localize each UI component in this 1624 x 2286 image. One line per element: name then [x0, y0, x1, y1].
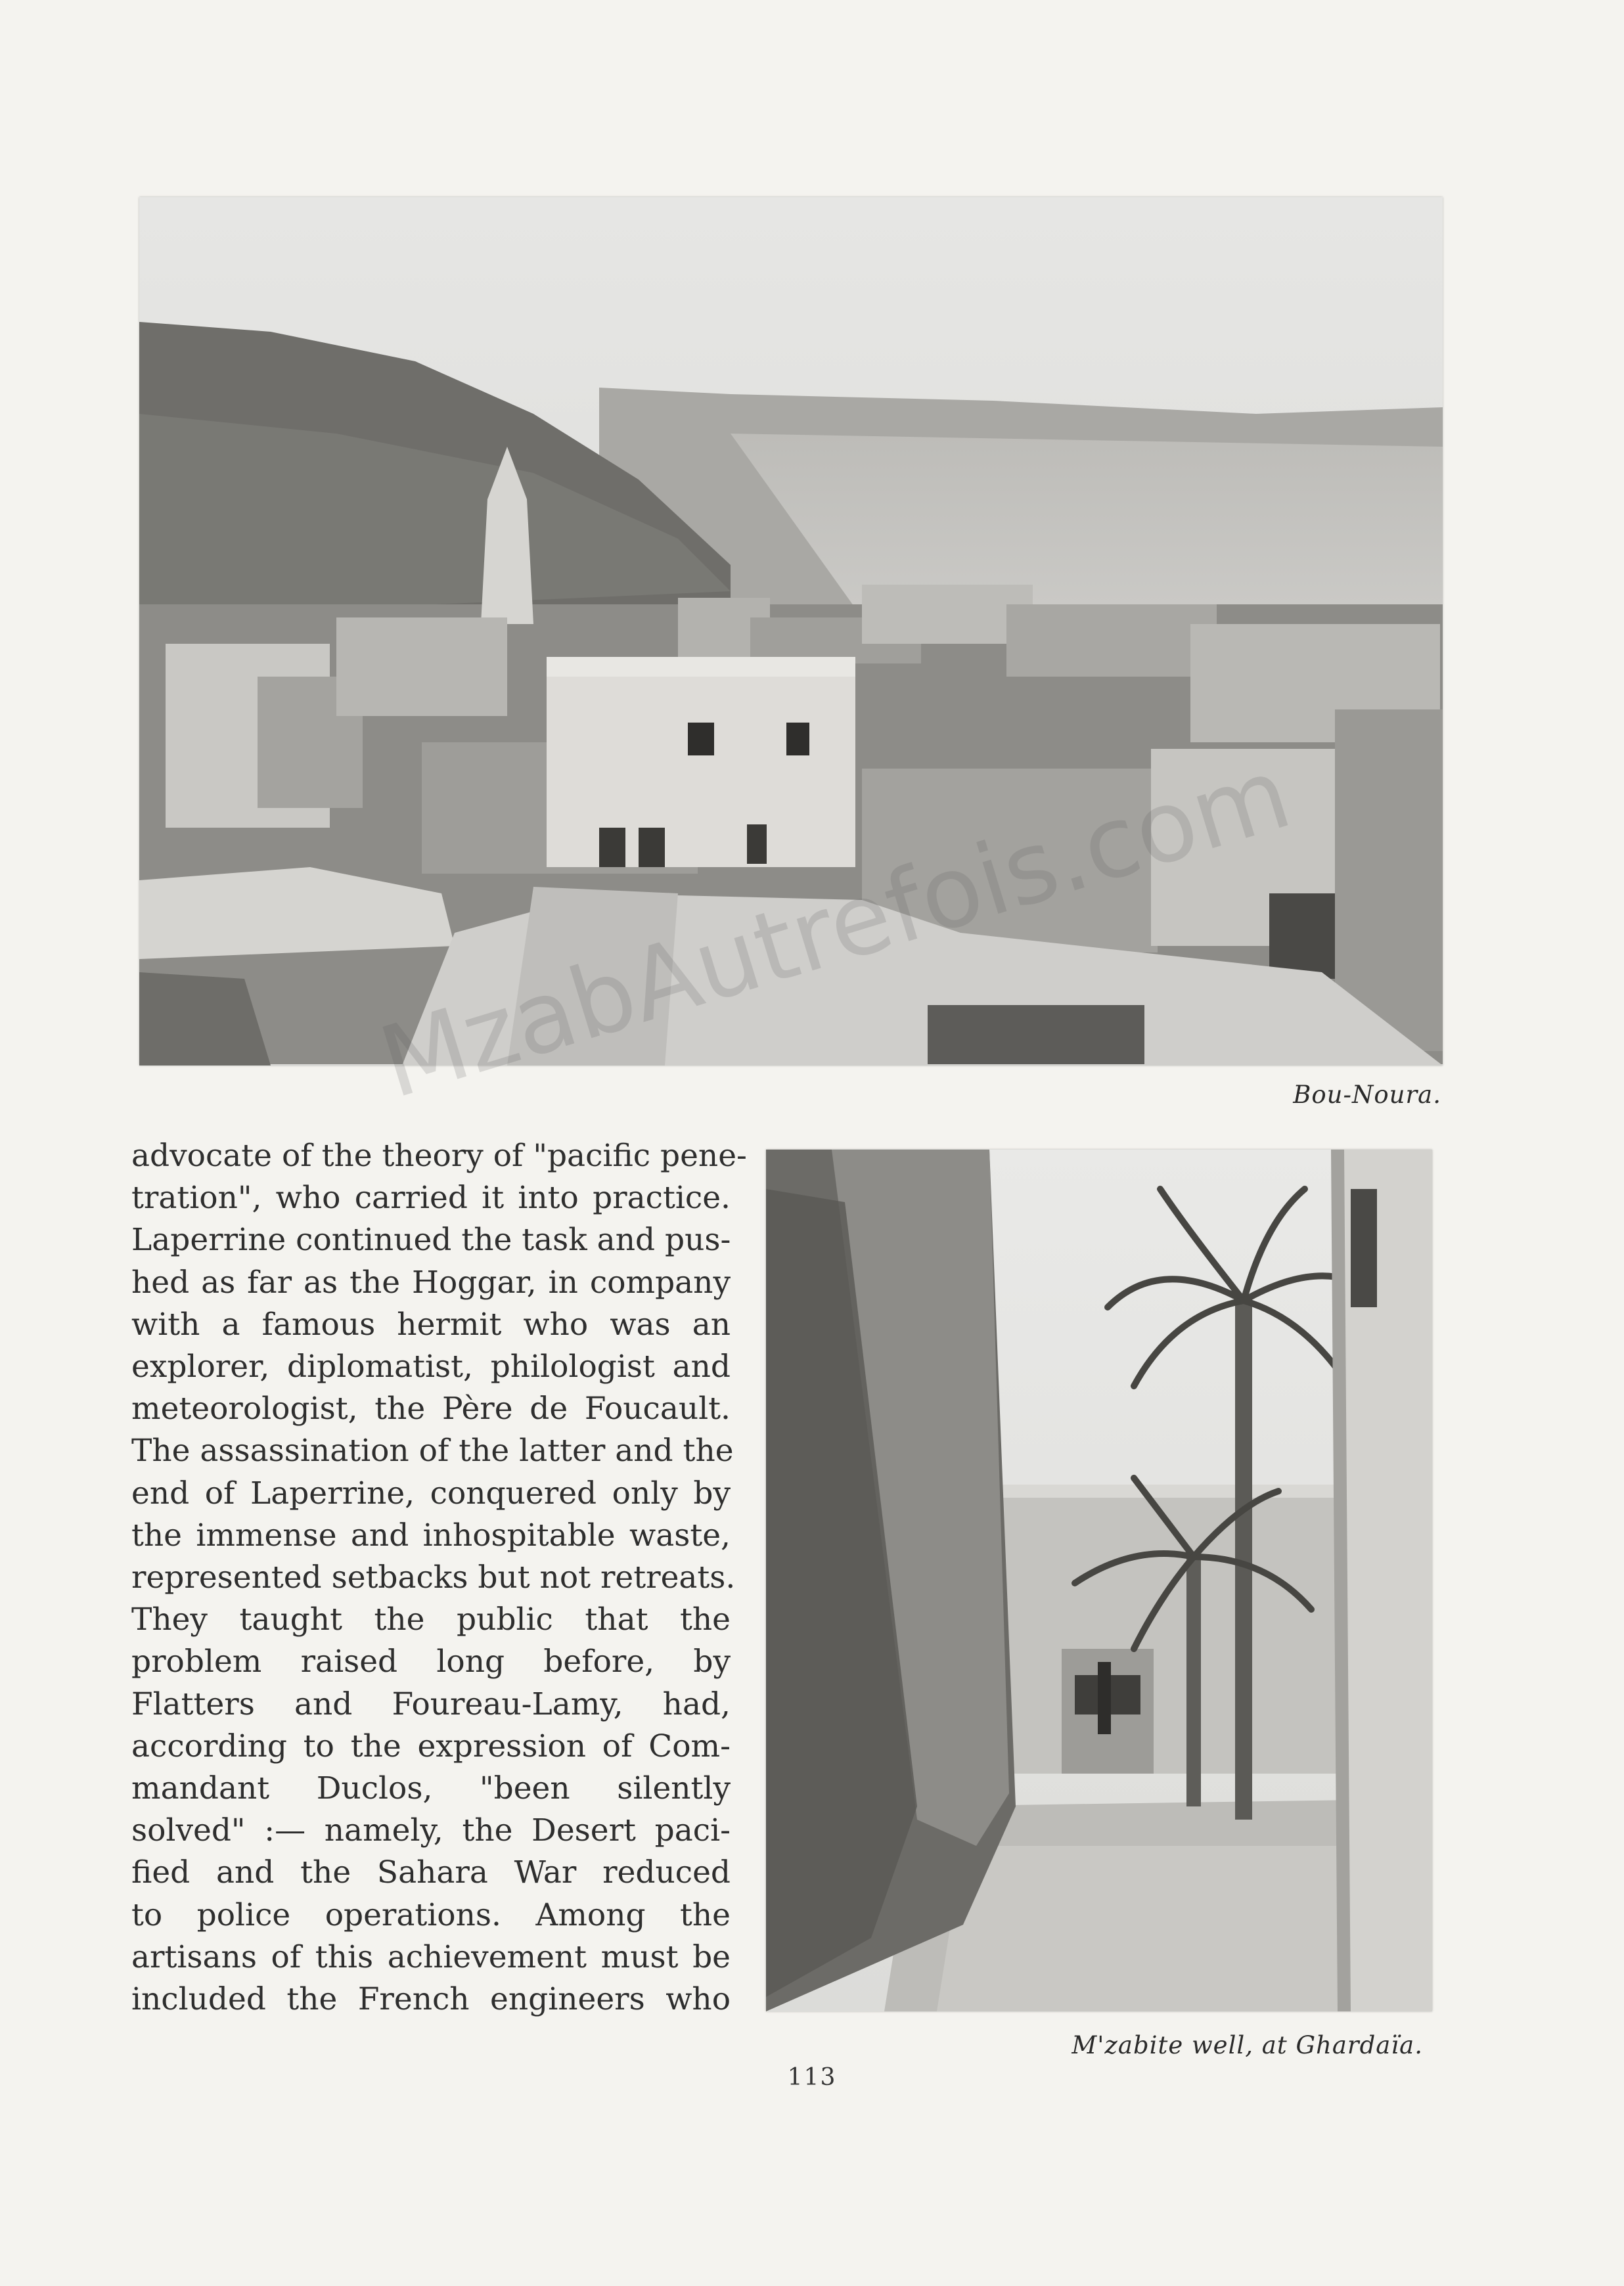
body-line: The assassination of the latter and the: [131, 1433, 734, 1469]
body-line: end of Laperrine, conquered only by: [131, 1475, 731, 1512]
body-line: They taught the public that the: [131, 1602, 731, 1638]
body-line: Flatters and Foureau-Lamy, had,: [131, 1686, 731, 1722]
body-line: solved" :— namely, the Desert paci-: [131, 1812, 731, 1849]
photo-caption-top: Bou-Noura.: [1293, 1081, 1441, 1109]
body-line: with a famous hermit who was an: [131, 1306, 731, 1343]
body-line: to police operations. Among the: [131, 1896, 731, 1933]
body-line: mandant Duclos, "been silently: [131, 1770, 731, 1807]
body-line: hed as far as the Hoggar, in company: [131, 1264, 731, 1301]
body-line: meteorologist, the Père de Foucault.: [131, 1391, 731, 1427]
body-line: included the French engineers who: [131, 1981, 731, 2018]
body-line: problem raised long before, by: [131, 1644, 731, 1680]
body-line: represented setbacks but not retreats.: [131, 1559, 736, 1596]
body-line: according to the expression of Com-: [131, 1728, 731, 1764]
photo-caption-bottom: M'zabite well, at Ghardaïa.: [1071, 2031, 1423, 2059]
photo-mzabite-well: [766, 1150, 1432, 2011]
page-number: 113: [787, 2064, 837, 2091]
body-line: explorer, diplomatist, philologist and: [131, 1349, 731, 1385]
mzabite-well-illustration: [766, 1150, 1432, 2011]
body-line: fied and the Sahara War reduced: [131, 1854, 731, 1891]
body-line: advocate of the theory of "pacific pene-: [131, 1138, 747, 1174]
body-line: the immense and inhospitable waste,: [131, 1517, 731, 1554]
bou-noura-illustration: [139, 197, 1443, 1065]
photo-bou-noura: [139, 197, 1443, 1065]
body-line: tration", who carried it into practice.: [131, 1180, 731, 1217]
article-body: [131, 1135, 747, 2021]
body-line: Laperrine continued the task and pus-: [131, 1222, 731, 1259]
body-line: artisans of this achievement must be: [131, 1939, 731, 1975]
